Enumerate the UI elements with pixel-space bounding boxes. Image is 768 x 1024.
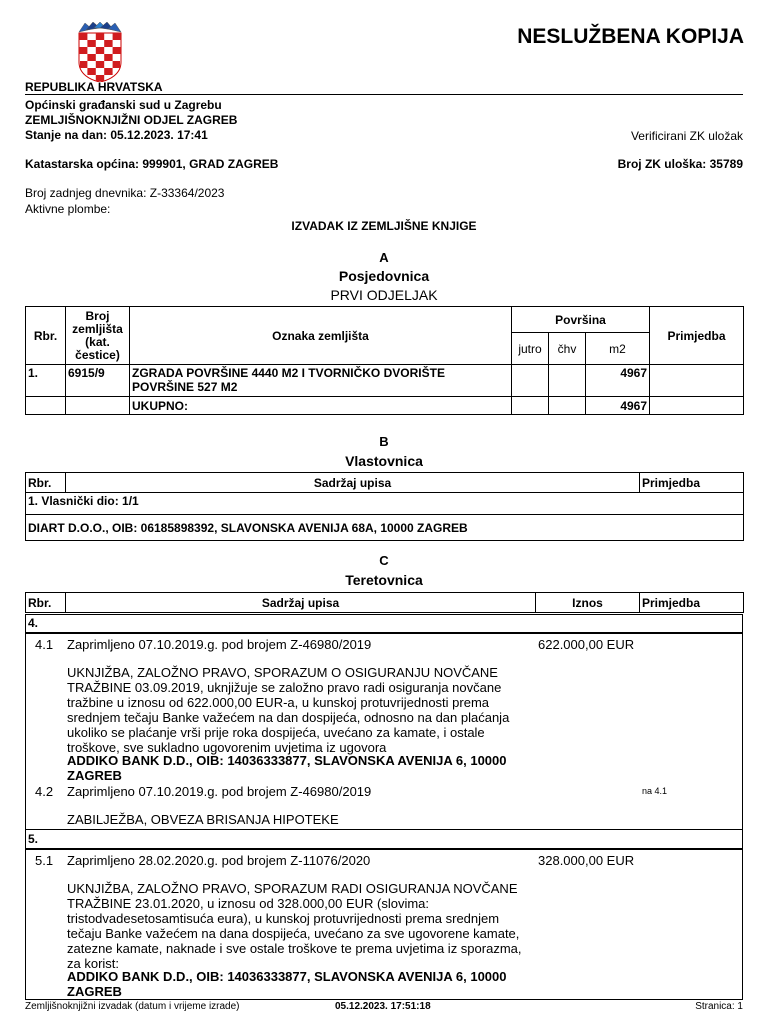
entry-5-1-text xyxy=(67,881,537,971)
text-line: UKNJIŽBA, ZALOŽNO PRAVO, SPORAZUM O OSIGURANJU NOVČANE xyxy=(67,665,498,680)
col-chv: čhv xyxy=(549,333,586,365)
text-line: ADDIKO BANK D.D., OIB: 14036333877, SLAVONSKA AVENIJA 6, 10000 xyxy=(67,753,507,768)
total-label: UKUPNO: xyxy=(130,397,512,415)
col-m2: m2 xyxy=(586,333,650,365)
entry-4-2-received: Zaprimljeno 07.10.2019.g. pod brojem Z-46980/2019 xyxy=(67,784,372,799)
row-jutro xyxy=(512,365,549,397)
row-designation: ZGRADA POVRŠINE 4440 M2 I TVORNIČKO DVORIŠTE POVRŠINE 527 M2 xyxy=(130,365,512,397)
entry-5-1-received: Zaprimljeno 28.02.2020.g. pod brojem Z-11076/2020 xyxy=(67,853,371,868)
col-content: Sadržaj upisa xyxy=(66,593,536,613)
republic-label: REPUBLIKA HRVATSKA xyxy=(25,80,163,94)
active-seals: Aktivne plombe: xyxy=(25,202,111,216)
entry-5-1-number: 5.1 xyxy=(35,853,54,868)
row-note xyxy=(650,365,744,397)
zk-number: Broj ZK uloška: 35789 xyxy=(617,157,743,171)
text-line: zatezne kamate, naknade i sve ostale troškove te prema uvjetima iz sporazma, xyxy=(67,941,522,956)
section-a-letter: A xyxy=(379,250,389,265)
text-line: za korist: xyxy=(67,956,120,971)
coat-of-arms xyxy=(76,22,124,82)
col-jutro: jutro xyxy=(512,333,549,365)
entry-4-1-text xyxy=(67,665,537,755)
total-row xyxy=(26,397,744,415)
ownership-table xyxy=(25,472,744,541)
cadastral-municipality: Katastarska općina: 999901, GRAD ZAGREB xyxy=(25,157,279,171)
row-rbr: 1. xyxy=(26,365,66,397)
encumbrance-header xyxy=(25,592,744,613)
total-jutro xyxy=(512,397,549,415)
entry-4-2-text: ZABILJEŽBA, OBVEZA BRISANJA HIPOTEKE xyxy=(67,812,339,827)
text-line: tečaju Banke važećem na dana dospijeća, uvećano za sve ugovorene kamate, xyxy=(67,926,520,941)
verified-label: Verificirani ZK uložak xyxy=(630,129,743,143)
total-rbr xyxy=(26,397,66,415)
section-a-title: Posjedovnica xyxy=(338,268,430,284)
text-line: UKNJIŽBA, ZALOŽNO PRAVO, SPORAZUM RADI OSIGURANJA NOVČANE xyxy=(67,881,518,896)
footer-left: Zemljišnoknjižni izvadak (datum i vrijeme izrade) xyxy=(25,1001,240,1012)
text-line: ZAGREB xyxy=(67,984,122,999)
entry-4-1-amount: 622.000,00 EUR xyxy=(538,637,635,652)
court-name: Općinski građanski sud u Zagrebu xyxy=(25,98,222,112)
text-line: ADDIKO BANK D.D., OIB: 14036333877, SLAVONSKA AVENIJA 6, 10000 xyxy=(67,969,507,984)
entry-4-1-received: Zaprimljeno 07.10.2019.g. pod brojem Z-46980/2019 xyxy=(67,637,372,652)
col-rbr: Rbr. xyxy=(26,307,66,365)
group-5-label-row xyxy=(25,829,743,849)
row-m2: 4967 xyxy=(586,365,650,397)
entry-4-2-number: 4.2 xyxy=(35,784,54,799)
extract-title: IZVADAK IZ ZEMLJIŠNE KNJIGE xyxy=(291,219,477,233)
total-chv xyxy=(549,397,586,415)
state-date: Stanje na dan: 05.12.2023. 17:41 xyxy=(25,128,208,142)
group-4-number: 4. xyxy=(28,616,39,630)
text-line: ZAGREB xyxy=(67,768,122,783)
group-5-number: 5. xyxy=(28,832,39,846)
group-4-label-row xyxy=(25,614,743,633)
text-line: troškove, sve sukladno ugovorenim uvjetima iz ugovora xyxy=(67,740,387,755)
entry-5-1-creditor xyxy=(67,969,537,999)
entry-4-2-note: na 4.1 xyxy=(642,786,668,796)
col-amount: Iznos xyxy=(536,593,640,613)
row-chv xyxy=(549,365,586,397)
possession-table xyxy=(25,306,744,415)
col-designation: Oznaka zemljišta xyxy=(130,307,512,365)
section-a-subtitle: PRVI ODJELJAK xyxy=(330,287,438,303)
total-m2: 4967 xyxy=(586,397,650,415)
total-note xyxy=(650,397,744,415)
col-rbr: Rbr. xyxy=(26,593,66,613)
total-parcel xyxy=(66,397,130,415)
entry-5-1-amount: 328.000,00 EUR xyxy=(538,853,635,868)
section-b-letter: B xyxy=(379,434,389,449)
text-line: TRAŽBINE 03.09.2019, uknjižuje se založno pravo radi osiguranja novčane xyxy=(67,680,502,695)
entry-4-1-creditor xyxy=(67,753,537,783)
unofficial-copy-title: NESLUŽBENA KOPIJA xyxy=(517,25,744,48)
header-rule xyxy=(25,94,743,95)
footer-datetime: 05.12.2023. 17:51:18 xyxy=(335,1001,431,1012)
col-content: Sadržaj upisa xyxy=(66,473,640,493)
table-row xyxy=(26,365,744,397)
col-note: Primjedba xyxy=(640,473,744,493)
last-diary: Broj zadnjeg dnevnika: Z-33364/2023 xyxy=(25,186,225,200)
footer-page: Stranica: 1 xyxy=(695,1001,743,1012)
text-line: ukoliko se plaćanje vrši prije roka dospijeća, uvećano za kamate, i ostale xyxy=(67,725,485,740)
entry-4-1-number: 4.1 xyxy=(35,637,54,652)
department-name: ZEMLJIŠNOKNJIŽNI ODJEL ZAGREB xyxy=(25,113,238,127)
col-rbr: Rbr. xyxy=(26,473,66,493)
text-line: tristodvadesetosamtisuća eura), u kunskoj protuvrijednosti prema srednjem xyxy=(67,911,500,926)
text-line: tražbine u iznosu od 622.000,00 EUR-a, u kunskoj protuvrijednosti prema xyxy=(67,695,490,710)
col-note: Primjedba xyxy=(640,593,744,613)
col-note: Primjedba xyxy=(650,307,744,365)
ownership-share: 1. Vlasnički dio: 1/1 xyxy=(26,493,744,515)
col-area: Površina xyxy=(512,307,650,333)
text-line: srednjem tečaju Banke važećem na dan dospijeća, odnosno na dan plaćanja xyxy=(67,710,510,725)
owner-entry: DIART D.O.O., OIB: 06185898392, SLAVONSKA AVENIJA 68A, 10000 ZAGREB xyxy=(26,515,744,541)
col-parcel: Broj zemljišta (kat. čestice) xyxy=(66,307,130,365)
text-line: TRAŽBINE 23.01.2020, u iznosu od 328.000,00 EUR (slovima: xyxy=(67,896,430,911)
footer-rule xyxy=(25,999,743,1000)
row-parcel: 6915/9 xyxy=(66,365,130,397)
section-c-title: Teretovnica xyxy=(345,572,423,588)
section-c-letter: C xyxy=(379,553,389,568)
section-b-title: Vlastovnica xyxy=(345,453,423,469)
